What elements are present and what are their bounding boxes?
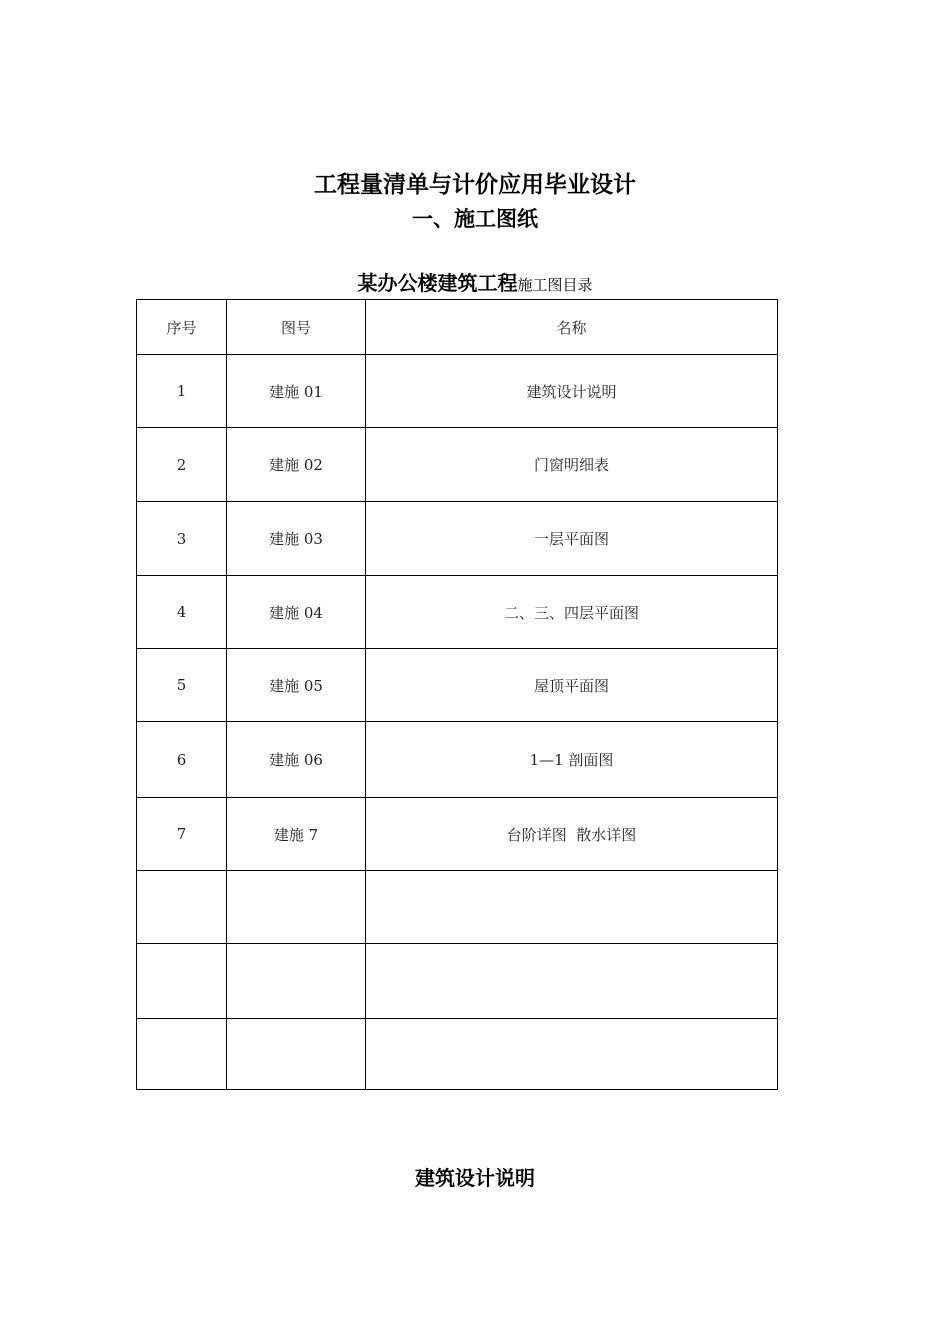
cell-index: 5 — [137, 649, 227, 722]
table-row — [137, 798, 778, 871]
header-drawing-number: 图号 — [227, 300, 366, 355]
drawing-catalog-table — [136, 299, 778, 1090]
table-row — [137, 502, 778, 576]
document-title: 工程量清单与计价应用毕业设计 — [314, 171, 636, 198]
cell-index: 6 — [137, 722, 227, 798]
cell-drawing-name: 一层平面图 — [366, 502, 778, 576]
cell-drawing-name: 二、三、四层平面图 — [366, 576, 778, 649]
project-name: 某办公楼建筑工程 — [357, 271, 518, 295]
table-row-empty — [137, 871, 778, 944]
cell-drawing-name: 台阶详图 散水详图 — [366, 798, 778, 871]
cell-drawing-number: 建施 01 — [227, 355, 366, 428]
cell-drawing-name: 门窗明细表 — [366, 428, 778, 502]
cell-drawing-number: 建施 05 — [227, 649, 366, 722]
cell-index — [137, 1019, 227, 1090]
section-heading: 一、施工图纸 — [412, 206, 538, 231]
table-row — [137, 355, 778, 428]
cell-drawing-number — [227, 944, 366, 1019]
cell-index: 7 — [137, 798, 227, 871]
cell-drawing-number — [227, 1019, 366, 1090]
table-caption — [0, 268, 950, 300]
cell-drawing-name — [366, 944, 778, 1019]
design-description-heading: 建筑设计说明 — [415, 1166, 535, 1190]
table-row-empty — [137, 1019, 778, 1090]
table-row — [137, 428, 778, 502]
cell-drawing-number: 建施 03 — [227, 502, 366, 576]
cell-index: 1 — [137, 355, 227, 428]
cell-drawing-number — [227, 871, 366, 944]
cell-index: 2 — [137, 428, 227, 502]
cell-drawing-number: 建施 04 — [227, 576, 366, 649]
cell-drawing-name: 建筑设计说明 — [366, 355, 778, 428]
cell-drawing-name — [366, 871, 778, 944]
catalog-label: 施工图目录 — [517, 276, 593, 294]
cell-drawing-number: 建施 7 — [227, 798, 366, 871]
cell-drawing-number: 建施 02 — [227, 428, 366, 502]
table-header-row — [137, 300, 778, 355]
table-row-empty — [137, 944, 778, 1019]
table-row — [137, 649, 778, 722]
cell-index: 3 — [137, 502, 227, 576]
cell-drawing-number: 建施 06 — [227, 722, 366, 798]
cell-drawing-name: 1—1 剖面图 — [366, 722, 778, 798]
cell-index — [137, 871, 227, 944]
header-drawing-name: 名称 — [366, 300, 778, 355]
cell-index — [137, 944, 227, 1019]
table-row — [137, 576, 778, 649]
header-index: 序号 — [137, 300, 227, 355]
cell-drawing-name — [366, 1019, 778, 1090]
table-row — [137, 722, 778, 798]
cell-index: 4 — [137, 576, 227, 649]
cell-drawing-name: 屋顶平面图 — [366, 649, 778, 722]
